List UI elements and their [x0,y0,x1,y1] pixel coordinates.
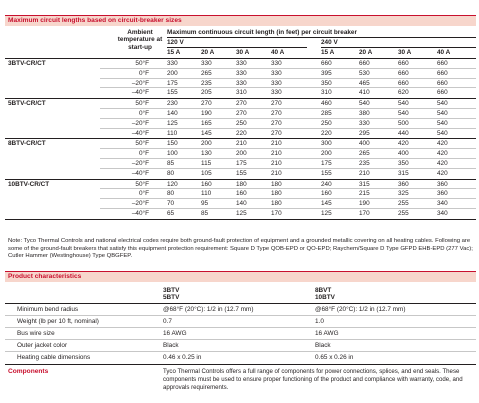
length-cell-120v: 160 [201,180,212,188]
pc-top-rule [5,303,476,304]
length-cell-240v: 410 [359,89,370,97]
start-temperature: 50°F [135,60,149,67]
length-cell-240v: 190 [359,200,370,208]
length-cell-240v: 400 [398,150,409,158]
length-cell-120v: 210 [271,150,282,158]
table-bottom-rule [5,219,476,220]
row-rule [100,168,476,169]
pc-row-rule [5,339,476,340]
pc-value2-bend-radius: @68°F (20°C): 1/2 in (12.7 mm) [315,306,406,313]
length-cell-240v: 340 [437,200,448,208]
group-rule [5,98,476,99]
length-cell-120v: 210 [236,140,247,148]
row-rule [100,87,476,88]
length-cell-120v: 330 [271,89,282,97]
start-temperature: 50°F [135,140,149,148]
length-cell-240v: 265 [359,150,370,158]
length-cell-120v: 330 [271,60,282,67]
length-cell-240v: 460 [321,100,332,108]
amp-header-240: 40 A [437,49,451,56]
group-rule [5,138,476,139]
length-cell-120v: 115 [201,160,212,167]
product-name: 3BTV-CR/CT [8,60,46,67]
components-title: Components [8,368,49,375]
length-cell-240v: 540 [437,110,448,117]
length-cell-240v: 660 [437,69,448,77]
length-cell-240v: 310 [321,89,332,97]
length-cell-120v: 330 [236,60,247,67]
header-rule [167,37,476,38]
length-cell-120v: 220 [236,129,247,137]
pc-value1-jacket-color: Black [163,342,179,349]
length-cell-120v: 65 [167,210,175,217]
amp-header-240: 15 A [321,49,335,56]
col2-header-line1: 8BVT [315,287,332,294]
length-cell-120v: 180 [271,200,282,208]
length-cell-120v: 200 [167,69,178,77]
length-cell-120v: 165 [201,119,212,127]
length-cell-120v: 270 [271,129,282,137]
circuit-lengths-header-bar [5,15,476,26]
length-cell-240v: 170 [359,210,370,217]
length-cell-120v: 330 [236,79,247,87]
length-cell-120v: 190 [201,110,212,117]
length-cell-120v: 205 [201,89,212,97]
length-cell-120v: 270 [271,119,282,127]
length-cell-240v: 540 [437,129,448,137]
length-cell-240v: 540 [398,100,409,108]
length-cell-120v: 330 [201,60,212,67]
length-cell-120v: 110 [167,129,178,137]
col1-header-line2: 5BTV [163,294,180,301]
length-cell-120v: 85 [201,210,209,217]
row-rule [100,128,476,129]
length-cell-240v: 285 [321,110,332,117]
length-cell-120v: 80 [167,169,175,177]
length-cell-120v: 140 [236,200,247,208]
start-temperature: 0°F [138,190,149,198]
length-cell-240v: 420 [437,150,448,158]
pc-value1-weight: 0.7 [163,318,172,325]
length-cell-120v: 155 [167,89,178,97]
length-cell-120v: 210 [271,160,282,167]
length-cell-240v: 145 [321,200,332,208]
length-cell-120v: 100 [167,150,178,158]
start-temperature: –40°F [131,210,149,217]
ground-fault-note: Note: Tyco Thermal Controls and national electrical codes require both ground-fault protection of equipment and a grounded metallic covering on all heating cables. Following are some of the ground-fault breakers that satisfy this equipment protection requirement: Square D Type QOB-EPD or QO-EPD; Raychem/Square D Type GFPD EHB-EPD (277 Vac); Cutler Hammer (Westinghouse) Type QBGFEP. [8,238,473,260]
header-rule-240 [321,47,476,48]
product-name: 10BTV-CR/CT [8,180,50,188]
length-cell-120v: 85 [167,160,175,167]
start-temperature: –20°F [131,160,149,167]
start-temperature: –40°F [131,169,149,177]
length-cell-120v: 180 [271,180,282,188]
length-cell-120v: 180 [236,180,247,188]
length-cell-120v: 125 [236,210,247,217]
length-cell-240v: 660 [437,60,448,67]
voltage-240-header: 240 V [321,39,338,46]
length-cell-240v: 215 [359,190,370,198]
length-cell-120v: 130 [201,150,212,158]
length-cell-240v: 420 [437,169,448,177]
length-cell-240v: 420 [398,140,409,148]
length-cell-240v: 250 [321,119,332,127]
row-rule [100,198,476,199]
length-cell-240v: 360 [437,180,448,188]
pc-value2-dimensions: 0.65 x 0.26 in [315,354,354,361]
length-cell-240v: 200 [321,150,332,158]
length-cell-240v: 300 [321,140,332,148]
length-cell-120v: 70 [167,200,175,208]
col2-header-line2: 10BTV [315,294,335,301]
ambient-temperature-header: Ambient temperature at start-up [117,29,163,51]
length-cell-120v: 140 [167,110,178,117]
length-cell-120v: 175 [167,79,178,87]
length-cell-120v: 120 [167,180,178,188]
length-cell-240v: 175 [321,160,332,167]
amp-header-120: 15 A [167,49,181,56]
length-cell-240v: 160 [321,190,332,198]
length-cell-240v: 540 [359,100,370,108]
length-cell-120v: 150 [167,140,178,148]
max-length-header: Maximum continuous circuit length (in feet) per circuit breaker [167,29,357,36]
length-cell-240v: 500 [398,119,409,127]
length-cell-120v: 235 [201,79,212,87]
group-rule [5,58,476,59]
length-cell-240v: 220 [321,129,332,137]
pc-value2-weight: 1.0 [315,318,324,325]
length-cell-240v: 255 [398,200,409,208]
length-cell-120v: 200 [236,150,247,158]
row-rule [100,78,476,79]
length-cell-240v: 360 [437,190,448,198]
start-temperature: –40°F [131,89,149,97]
length-cell-120v: 210 [271,140,282,148]
length-cell-120v: 80 [167,190,175,198]
length-cell-240v: 295 [359,129,370,137]
length-cell-240v: 395 [321,69,332,77]
voltage-120-header: 120 V [167,39,184,46]
length-cell-120v: 270 [271,110,282,117]
length-cell-240v: 620 [398,89,409,97]
length-cell-240v: 660 [398,69,409,77]
length-cell-120v: 265 [201,69,212,77]
pc-value2-bus-wire: 16 AWG [315,330,339,337]
row-rule [100,118,476,119]
pc-row-rule [5,351,476,352]
col1-header-line1: 3BTV [163,287,180,294]
header-rule-120 [167,47,307,48]
amp-header-240: 30 A [398,49,412,56]
start-temperature: –20°F [131,119,149,127]
length-cell-120v: 250 [236,119,247,127]
length-cell-120v: 95 [201,200,209,208]
length-cell-240v: 340 [437,210,448,217]
length-cell-120v: 270 [236,110,247,117]
length-cell-240v: 255 [398,210,409,217]
length-cell-120v: 155 [236,169,247,177]
length-cell-240v: 155 [321,169,332,177]
length-cell-240v: 660 [437,89,448,97]
length-cell-240v: 530 [359,69,370,77]
start-temperature: –40°F [131,129,149,137]
row-rule [100,208,476,209]
pc-label-dimensions: Heating cable dimensions [17,354,91,361]
length-cell-120v: 230 [167,100,178,108]
pc-value1-dimensions: 0.46 x 0.25 in [163,354,202,361]
product-characteristics-title: Product characteristics [8,273,82,280]
length-cell-120v: 110 [201,190,212,198]
row-rule [100,108,476,109]
length-cell-120v: 330 [271,69,282,77]
length-cell-240v: 400 [359,140,370,148]
pc-value1-bend-radius: @68°F (20°C): 1/2 in (12.7 mm) [163,306,254,313]
length-cell-240v: 660 [321,60,332,67]
length-cell-240v: 350 [321,79,332,87]
pc-row-rule [5,327,476,328]
length-cell-240v: 540 [437,119,448,127]
row-rule [100,158,476,159]
length-cell-120v: 330 [236,69,247,77]
group-rule [5,179,476,180]
length-cell-120v: 170 [271,210,282,217]
pc-label-weight: Weight (lb per 10 ft, nominal) [17,318,99,325]
amp-header-120: 30 A [236,49,250,56]
length-cell-240v: 660 [437,79,448,87]
length-cell-240v: 380 [359,110,370,117]
length-cell-120v: 105 [201,169,212,177]
start-temperature: –20°F [131,200,149,208]
start-temperature: 50°F [135,100,149,108]
amp-header-120: 20 A [201,49,215,56]
length-cell-240v: 660 [398,60,409,67]
length-cell-240v: 325 [398,190,409,198]
pc-label-bend-radius: Minimum bend radius [17,306,79,313]
length-cell-240v: 420 [437,160,448,167]
length-cell-120v: 270 [236,100,247,108]
length-cell-240v: 465 [359,79,370,87]
length-cell-120v: 270 [271,100,282,108]
start-temperature: 0°F [138,69,149,77]
length-cell-240v: 350 [398,160,409,167]
row-rule [100,148,476,149]
start-temperature: 0°F [138,150,149,158]
length-cell-240v: 540 [398,110,409,117]
length-cell-120v: 270 [201,100,212,108]
length-cell-120v: 160 [236,190,247,198]
length-cell-120v: 125 [167,119,178,127]
components-text: Tyco Thermal Controls offers a full range of components for power connections, splices, and end seals. These components must be used to ensure proper functioning of the product and compliance with warranty, code, and approvals requirements. [163,368,463,391]
length-cell-120v: 180 [271,190,282,198]
pc-row-rule [5,315,476,316]
pc-label-bus-wire: Bus wire size [17,330,55,337]
length-cell-240v: 330 [359,119,370,127]
product-characteristics-header-bar [5,271,476,282]
product-name: 8BTV-CR/CT [8,140,46,148]
start-temperature: 50°F [135,180,149,188]
length-cell-120v: 330 [167,60,178,67]
length-cell-240v: 125 [321,210,332,217]
start-temperature: 0°F [138,110,149,117]
length-cell-240v: 315 [359,180,370,188]
length-cell-240v: 540 [437,100,448,108]
length-cell-120v: 210 [271,169,282,177]
length-cell-240v: 240 [321,180,332,188]
components-top-rule [5,364,476,365]
length-cell-240v: 235 [359,160,370,167]
length-cell-120v: 310 [236,89,247,97]
length-cell-120v: 330 [271,79,282,87]
row-rule [100,188,476,189]
amp-header-240: 20 A [359,49,373,56]
length-cell-240v: 315 [398,169,409,177]
length-cell-240v: 440 [398,129,409,137]
pc-value2-jacket-color: Black [315,342,331,349]
circuit-lengths-title: Maximum circuit lengths based on circuit-breaker sizes [8,17,182,24]
length-cell-240v: 420 [437,140,448,148]
product-name: 5BTV-CR/CT [8,100,46,108]
length-cell-240v: 360 [398,180,409,188]
pc-value1-bus-wire: 16 AWG [163,330,187,337]
length-cell-120v: 175 [236,160,247,167]
length-cell-120v: 200 [201,140,212,148]
length-cell-240v: 660 [398,79,409,87]
length-cell-120v: 145 [201,129,212,137]
row-rule [100,68,476,69]
amp-header-120: 40 A [271,49,285,56]
pc-label-jacket-color: Outer jacket color [17,342,68,349]
start-temperature: –20°F [131,79,149,87]
length-cell-240v: 210 [359,169,370,177]
length-cell-240v: 660 [359,60,370,67]
